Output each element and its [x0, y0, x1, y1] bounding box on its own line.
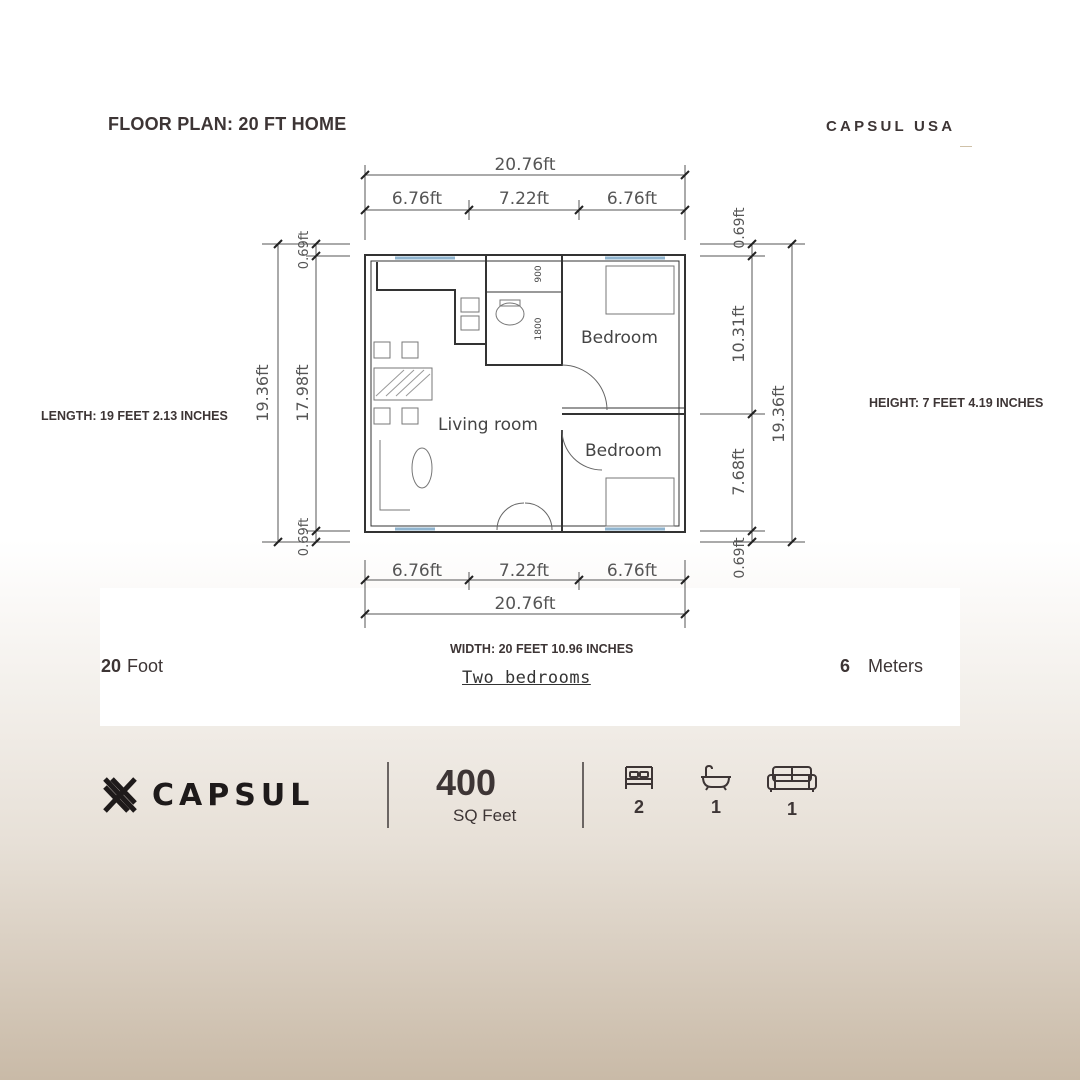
dim-left-seg-1: 0.69ft [297, 230, 312, 270]
height-label: HEIGHT: 7 FEET 4.19 INCHES [869, 396, 1044, 410]
dim-right-seg-2: 10.31ft [729, 305, 748, 363]
width-label: WIDTH: 20 FEET 10.96 INCHES [450, 642, 634, 656]
length-label: LENGTH: 19 FEET 2.13 INCHES [41, 409, 228, 423]
amenity-bathrooms [686, 765, 746, 818]
area-value: 400 [436, 762, 497, 803]
footer-divider-1 [387, 762, 389, 828]
dim-bottom-seg-3: 6.76ft [606, 561, 658, 581]
amenity-bedrooms [609, 765, 669, 818]
capsul-logo [102, 776, 314, 814]
bath-dim-900: 900 [534, 265, 544, 283]
room-label-bedroom-2: Bedroom [585, 441, 662, 461]
foot-value: 20 [101, 656, 122, 676]
dim-right-seg-4: 0.69ft [732, 537, 748, 579]
dim-bottom-total: 20.76ft [494, 594, 556, 614]
living-count: 1 [786, 799, 797, 819]
capsul-logo-icon [102, 776, 138, 814]
dim-left-seg-3: 0.69ft [297, 517, 312, 557]
page-title: FLOOR PLAN: 20 FT HOME [108, 114, 347, 134]
area-unit: SQ Feet [453, 806, 517, 825]
sofa-icon [767, 765, 817, 793]
plan-caption: Two bedrooms [462, 668, 591, 688]
meter-value: 6 [840, 656, 851, 676]
brand-name: CAPSUL USA [826, 118, 956, 135]
bath-dim-1800: 1800 [534, 317, 544, 341]
footer-divider-2 [582, 762, 584, 828]
bedroom-count: 2 [633, 797, 644, 817]
foot-unit [101, 656, 163, 677]
dim-top-seg-2: 7.22ft [498, 189, 550, 209]
bathroom-count: 1 [710, 797, 721, 817]
dim-right-total: 19.36ft [769, 385, 788, 443]
bathtub-icon [700, 765, 732, 791]
logo-wordmark: CAPSUL [152, 777, 315, 813]
bed-icon [623, 765, 655, 791]
dim-right-seg-1: 0.69ft [732, 207, 748, 249]
foot-label: Foot [127, 656, 164, 676]
room-label-living: Living room [438, 415, 538, 435]
meter-unit [840, 656, 923, 677]
dim-bottom-seg-2: 7.22ft [498, 561, 550, 581]
dim-bottom-seg-1: 6.76ft [391, 561, 443, 581]
dim-top-total: 20.76ft [494, 155, 556, 175]
room-label-bedroom-1: Bedroom [581, 328, 658, 348]
dim-top-seg-1: 6.76ft [391, 189, 443, 209]
dim-right-seg-3: 7.68ft [729, 448, 748, 496]
dim-left-total: 19.36ft [253, 364, 272, 422]
meter-label: Meters [868, 656, 924, 676]
dim-left-seg-2: 17.98ft [293, 364, 312, 422]
amenity-living [762, 765, 822, 820]
dim-top-seg-3: 6.76ft [606, 189, 658, 209]
